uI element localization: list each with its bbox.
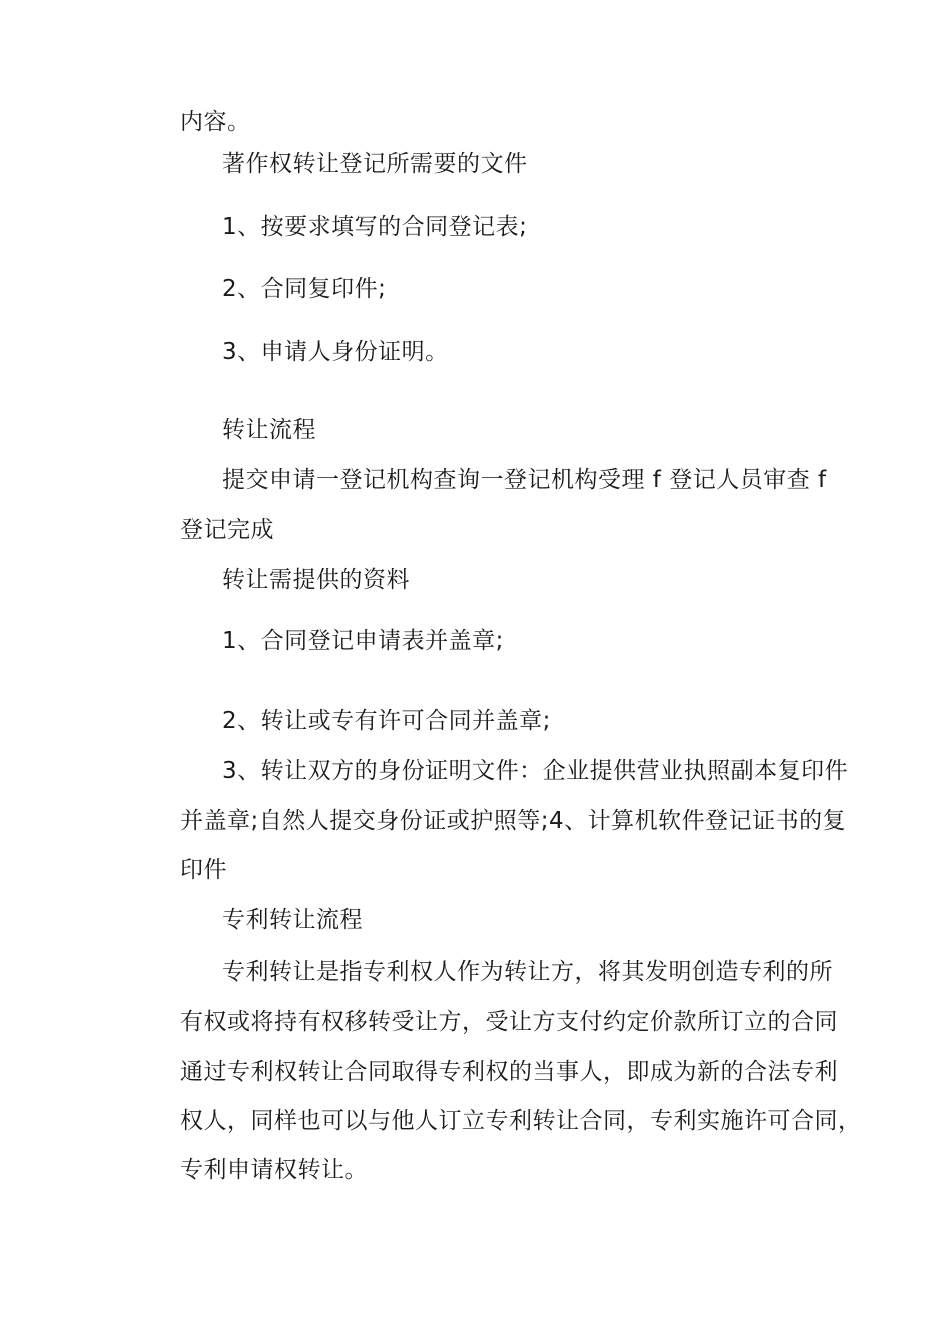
list-item: 2、转让或专有许可合同并盖章;	[222, 708, 551, 734]
list-item: 1、按要求填写的合同登记表;	[222, 214, 528, 240]
paragraph-line: 有权或将持有权移转受让方，受让方支付约定价款所订立的合同	[180, 1009, 838, 1035]
paragraph-line: 权人，同样也可以与他人订立专利转让合同，专利实施许可合同，	[180, 1108, 862, 1134]
list-item: 3、转让双方的身份证明文件：企业提供营业执照副本复印件	[222, 758, 849, 784]
list-item: 1、合同登记申请表并盖章;	[222, 628, 504, 654]
paragraph-line: 通过专利权转让合同取得专利权的当事人，即成为新的合法专利	[180, 1059, 838, 1085]
section-heading: 著作权转让登记所需要的文件	[222, 151, 528, 177]
text-line: 内容。	[180, 109, 251, 135]
list-item: 2、合同复印件;	[222, 276, 387, 302]
paragraph-line: 并盖章;自然人提交身份证或护照等;4、计算机软件登记证书的复	[180, 808, 847, 834]
paragraph-line: 提交申请一登记机构查询一登记机构受理 f 登记人员审查 f	[222, 467, 827, 493]
section-heading: 转让需提供的资料	[222, 567, 410, 593]
section-heading: 转让流程	[222, 417, 316, 443]
paragraph-line: 专利转让是指专利权人作为转让方，将其发明创造专利的所	[222, 959, 833, 985]
list-item: 3、申请人身份证明。	[222, 339, 449, 365]
paragraph-line: 专利申请权转让。	[180, 1157, 368, 1183]
paragraph-line: 印件	[180, 857, 227, 883]
paragraph-line: 登记完成	[180, 517, 274, 543]
section-heading: 专利转让流程	[222, 907, 363, 933]
